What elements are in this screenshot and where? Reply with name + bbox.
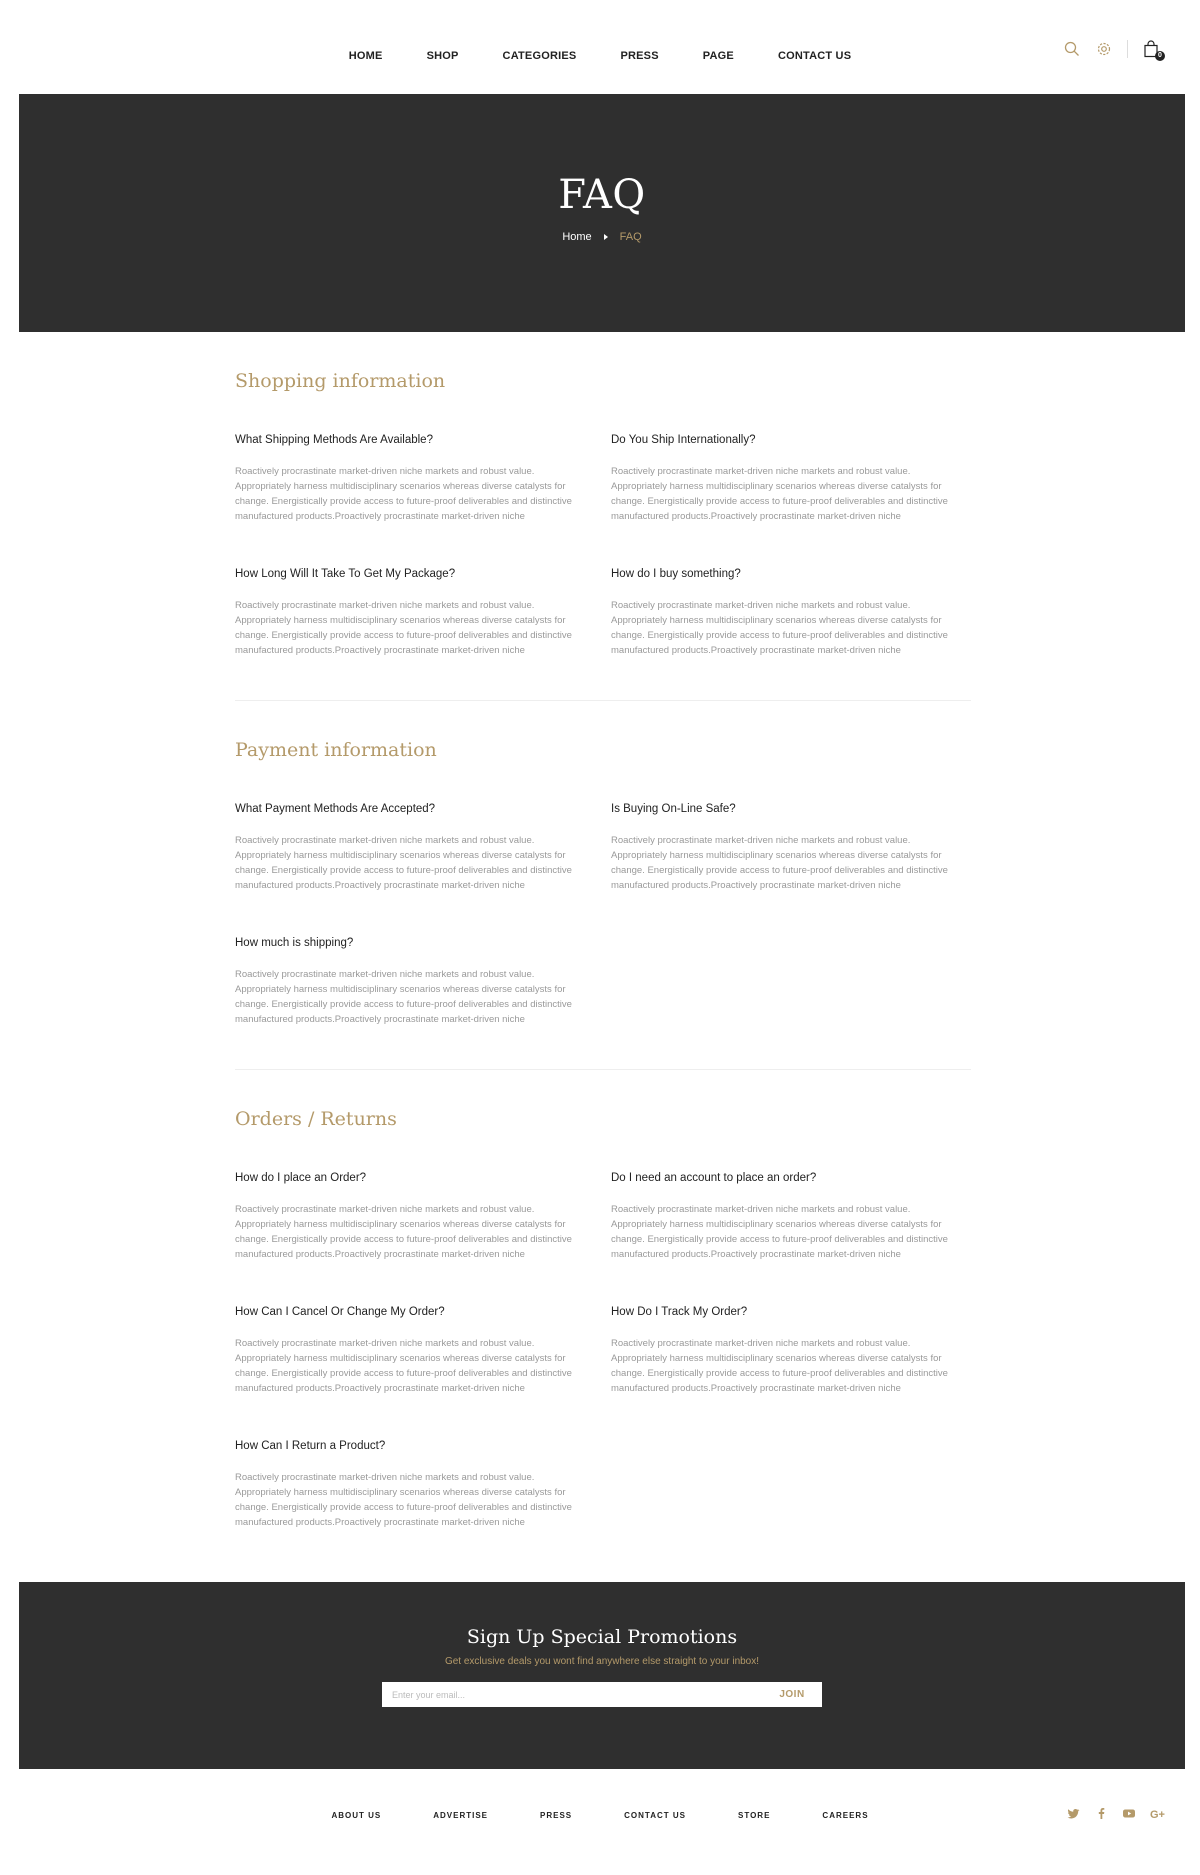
faq-content (235, 332, 971, 1530)
search-icon[interactable] (1063, 40, 1081, 58)
footer-link-advertise[interactable]: ADVERTISE (433, 1811, 489, 1820)
main-nav (0, 50, 1200, 62)
faq-item (611, 803, 971, 893)
google-plus-icon[interactable] (1150, 1807, 1164, 1821)
promo-subtitle: Get exclusive deals you wont find anywhere else straight to your inbox! (444, 1656, 760, 1667)
header-separator (1127, 40, 1128, 58)
faq-item (235, 1440, 611, 1530)
section-title: Orders / Returns (235, 1108, 397, 1130)
gear-icon[interactable] (1095, 40, 1113, 58)
footer-link-contact-us[interactable]: CONTACT US (624, 1811, 686, 1820)
footer-links (0, 1811, 1200, 1820)
faq-question: What Shipping Methods Are Available? (235, 434, 433, 446)
faq-item (235, 803, 611, 893)
shopping-bag-icon[interactable] (1142, 40, 1160, 58)
faq-question: How much is shipping? (235, 937, 354, 949)
site-footer (0, 1805, 1200, 1829)
header-icons (1063, 40, 1160, 58)
faq-answer: Roactively procrastinate market-driven niche markets and robust value. Appropriately harness multidisciplinary scenarios whereas diverse catalysts for change. Energistically provide access to future-proof deliverables and distinctive manufactured products.Proactively procrastinate market-driven niche (611, 835, 948, 891)
faq-question: How Can I Return a Product? (235, 1440, 386, 1452)
nav-home[interactable]: HOME (348, 50, 383, 62)
youtube-icon[interactable] (1122, 1807, 1136, 1821)
faq-answer: Roactively procrastinate market-driven niche markets and robust value. Appropriately harness multidisciplinary scenarios whereas diverse catalysts for change. Energistically provide access to future-proof deliverables and distinctive manufactured products.Proactively procrastinate market-driven niche (235, 835, 572, 891)
svg-text:G+: G+ (1150, 1809, 1165, 1820)
faq-question: Is Buying On-Line Safe? (611, 803, 736, 815)
nav-categories[interactable]: CATEGORIES (502, 50, 577, 62)
faq-answer: Roactively procrastinate market-driven niche markets and robust value. Appropriately harness multidisciplinary scenarios whereas diverse catalysts for change. Energistically provide access to future-proof deliverables and distinctive manufactured products.Proactively procrastinate market-driven niche (235, 466, 572, 522)
qa-grid (235, 803, 971, 1027)
faq-question: How Do I Track My Order? (611, 1306, 748, 1318)
faq-answer: Roactively procrastinate market-driven niche markets and robust value. Appropriately harness multidisciplinary scenarios whereas diverse catalysts for change. Energistically provide access to future-proof deliverables and distinctive manufactured products.Proactively procrastinate market-driven niche (235, 1472, 572, 1528)
site-header (0, 0, 1200, 94)
faq-question: Do I need an account to place an order? (611, 1172, 817, 1184)
faq-section-orders (235, 1070, 971, 1530)
faq-question: Do You Ship Internationally? (611, 434, 756, 446)
page-title: FAQ (558, 172, 646, 218)
faq-question: How do I buy something? (611, 568, 741, 580)
newsletter-promo (19, 1582, 1185, 1769)
page-hero (19, 94, 1185, 332)
faq-answer: Roactively procrastinate market-driven niche markets and robust value. Appropriately harness multidisciplinary scenarios whereas diverse catalysts for change. Energistically provide access to future-proof deliverables and distinctive manufactured products.Proactively procrastinate market-driven niche (611, 1204, 948, 1260)
footer-link-about-us[interactable]: ABOUT US (331, 1811, 382, 1820)
faq-item (611, 1306, 971, 1396)
faq-item (235, 568, 611, 658)
faq-item (611, 1172, 971, 1262)
promo-title: Sign Up Special Promotions (466, 1626, 738, 1648)
footer-link-store[interactable]: STORE (738, 1811, 771, 1820)
faq-answer: Roactively procrastinate market-driven niche markets and robust value. Appropriately harness multidisciplinary scenarios whereas diverse catalysts for change. Energistically provide access to future-proof deliverables and distinctive manufactured products.Proactively procrastinate market-driven niche (235, 1338, 572, 1394)
faq-section-payment (235, 701, 971, 1070)
breadcrumb-arrow-icon (604, 234, 608, 240)
qa-grid (235, 1172, 971, 1530)
twitter-icon[interactable] (1066, 1807, 1080, 1821)
facebook-icon[interactable] (1094, 1807, 1108, 1821)
breadcrumb (19, 231, 1185, 243)
faq-answer: Roactively procrastinate market-driven niche markets and robust value. Appropriately harness multidisciplinary scenarios whereas diverse catalysts for change. Energistically provide access to future-proof deliverables and distinctive manufactured products.Proactively procrastinate market-driven niche (611, 1338, 948, 1394)
breadcrumb-current: FAQ (619, 231, 642, 243)
faq-answer: Roactively procrastinate market-driven niche markets and robust value. Appropriately harness multidisciplinary scenarios whereas diverse catalysts for change. Energistically provide access to future-proof deliverables and distinctive manufactured products.Proactively procrastinate market-driven niche (235, 600, 572, 656)
nav-page[interactable]: PAGE (702, 50, 734, 62)
faq-item (235, 434, 611, 524)
faq-question: How do I place an Order? (235, 1172, 367, 1184)
faq-answer: Roactively procrastinate market-driven niche markets and robust value. Appropriately harness multidisciplinary scenarios whereas diverse catalysts for change. Energistically provide access to future-proof deliverables and distinctive manufactured products.Proactively procrastinate market-driven niche (611, 466, 948, 522)
breadcrumb-home[interactable]: Home (562, 231, 592, 243)
faq-item (235, 1172, 611, 1262)
faq-answer: Roactively procrastinate market-driven niche markets and robust value. Appropriately harness multidisciplinary scenarios whereas diverse catalysts for change. Energistically provide access to future-proof deliverables and distinctive manufactured products.Proactively procrastinate market-driven niche (235, 1204, 572, 1260)
faq-answer: Roactively procrastinate market-driven niche markets and robust value. Appropriately harness multidisciplinary scenarios whereas diverse catalysts for change. Energistically provide access to future-proof deliverables and distinctive manufactured products.Proactively procrastinate market-driven niche (235, 969, 572, 1025)
cart-count-badge: 0 (1155, 51, 1165, 61)
social-links (1066, 1807, 1164, 1821)
faq-answer: Roactively procrastinate market-driven niche markets and robust value. Appropriately harness multidisciplinary scenarios whereas diverse catalysts for change. Energistically provide access to future-proof deliverables and distinctive manufactured products.Proactively procrastinate market-driven niche (611, 600, 948, 656)
faq-question: What Payment Methods Are Accepted? (235, 803, 436, 815)
footer-link-careers[interactable]: CAREERS (822, 1811, 869, 1820)
section-title: Shopping information (235, 370, 446, 392)
faq-question: How Long Will It Take To Get My Package? (235, 568, 456, 580)
qa-grid (235, 434, 971, 658)
nav-press[interactable]: PRESS (620, 50, 659, 62)
section-title: Payment information (235, 739, 437, 761)
email-input[interactable] (382, 1682, 762, 1707)
faq-item (235, 937, 611, 1027)
faq-item (611, 568, 971, 658)
faq-item (235, 1306, 611, 1396)
footer-link-press[interactable]: PRESS (540, 1811, 573, 1820)
nav-contact-us[interactable]: CONTACT US (777, 50, 852, 62)
faq-item (611, 434, 971, 524)
newsletter-form (382, 1682, 822, 1707)
nav-shop[interactable]: SHOP (426, 50, 459, 62)
faq-section-shopping (235, 332, 971, 701)
join-button[interactable]: JOIN (762, 1682, 822, 1707)
faq-question: How Can I Cancel Or Change My Order? (235, 1306, 445, 1318)
